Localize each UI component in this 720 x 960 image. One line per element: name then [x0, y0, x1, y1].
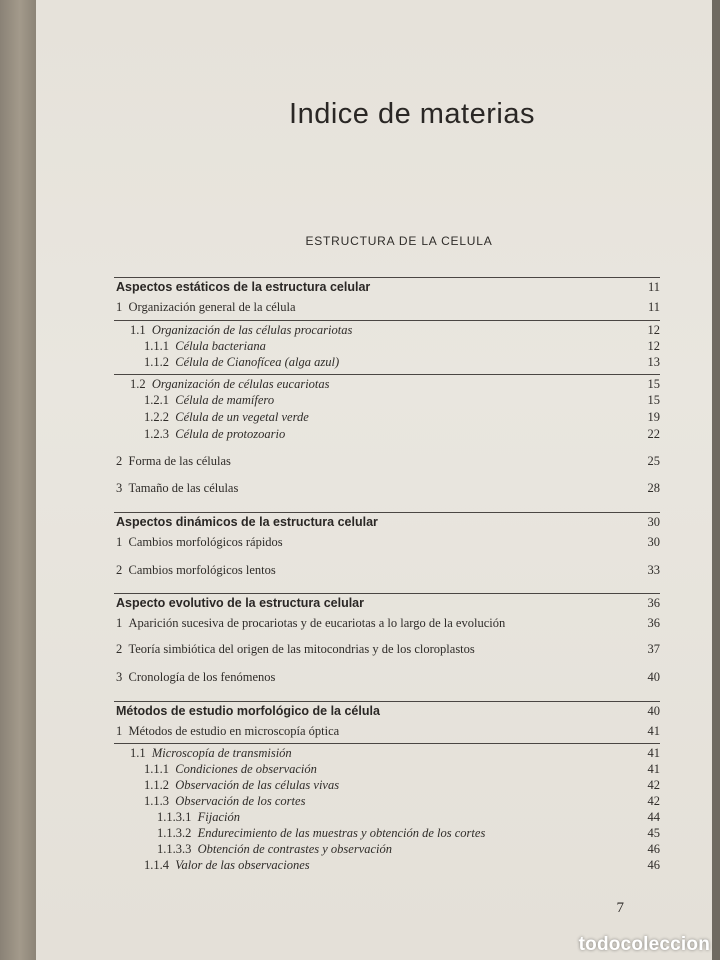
toc-entry-title: Aspectos estáticos de la estructura celular: [116, 280, 371, 294]
toc-entry-page: 41: [647, 762, 660, 776]
toc-entry: [36, 535, 712, 553]
toc-entry-number: 1.1.3.2: [157, 826, 192, 840]
toc-entry-page: 25: [647, 454, 660, 468]
toc-entry-text: [36, 616, 505, 631]
toc-entry-text: [36, 339, 266, 354]
toc-entry-number: 1.1.4: [144, 858, 169, 872]
toc-entry-title: Microscopía de transmisión: [151, 746, 292, 760]
toc-entry-title: Célula de mamífero: [175, 393, 275, 407]
toc-entry-page: 36: [647, 616, 660, 630]
toc-entry-title: Aspectos dinámicos de la estructura celular: [116, 515, 378, 529]
page-title: Indice de materias: [289, 98, 535, 130]
toc-entry-page: 42: [647, 794, 660, 808]
toc-entry-text: [36, 377, 330, 392]
watermark-text: todocoleccion: [578, 934, 710, 955]
toc-entry-title: Cronología de los fenómenos: [128, 670, 276, 684]
toc-entry: [36, 642, 712, 660]
toc-entry-text: [36, 355, 339, 370]
toc-entry-page: 44: [647, 810, 660, 824]
toc-entry-page: 30: [647, 535, 660, 549]
toc-entry-page: 41: [647, 724, 660, 738]
toc-entry-page: 22: [647, 427, 660, 441]
toc-entry: [36, 704, 712, 722]
toc-entry-page: 12: [647, 339, 660, 353]
toc-entry-title: Célula de un vegetal verde: [175, 410, 309, 424]
toc-entry-text: [36, 563, 276, 578]
toc-entry: [36, 355, 712, 373]
toc-entry-text: [36, 481, 238, 496]
toc-entry-number: 1: [116, 535, 123, 549]
toc-entry: [36, 670, 712, 688]
toc-entry-number: 1.1.2: [144, 355, 169, 369]
toc-entry-number: 1: [116, 616, 123, 630]
toc-entry-text: [36, 427, 285, 442]
toc-entry-text: [36, 454, 231, 469]
toc-entry-text: [36, 842, 392, 857]
toc-entry-page: 46: [647, 842, 660, 856]
toc-entry-title: Célula de Cianofícea (alga azul): [175, 355, 340, 369]
toc-entry-title: Endurecimiento de las muestras y obtención de los cortes: [197, 826, 486, 840]
toc-entry-page: 40: [647, 704, 660, 718]
toc-entry: [36, 393, 712, 411]
toc-rule: [114, 593, 660, 594]
toc-entry-page: 13: [647, 355, 660, 369]
toc-entry-page: 19: [647, 410, 660, 424]
toc-rule: [114, 320, 660, 321]
toc-entry-page: 11: [647, 300, 660, 314]
toc-entry: [36, 300, 712, 318]
toc-entry: [36, 454, 712, 472]
toc-entry-number: 1.1.1: [144, 339, 169, 353]
toc-entry-number: 1.1.2: [144, 778, 169, 792]
toc-entry-title: Obtención de contrastes y observación: [197, 842, 393, 856]
toc-entry: [36, 515, 712, 533]
toc-entry: [36, 427, 712, 445]
toc-entry-text: [36, 515, 378, 529]
toc-entry-number: 1.1.3.3: [157, 842, 192, 856]
toc-entry-text: [36, 810, 240, 825]
toc-entry-title: Tamaño de las células: [128, 481, 239, 495]
toc-rule: [114, 277, 660, 278]
toc-entry-title: Aspecto evolutivo de la estructura celular: [116, 596, 364, 610]
toc-entry: [36, 616, 712, 634]
toc-entry-text: [36, 858, 310, 873]
toc-entry: [36, 410, 712, 428]
toc-entry-title: Observación de los cortes: [175, 794, 306, 808]
toc-entry-text: [36, 535, 283, 550]
adjacent-page-edge: [0, 0, 36, 960]
toc-entry-number: 1.1.1: [144, 762, 169, 776]
toc-entry: [36, 724, 712, 742]
toc-entry-text: [36, 300, 296, 315]
toc-entry-text: [36, 642, 475, 657]
toc-entry-text: [36, 724, 339, 739]
book-page: [36, 0, 712, 960]
toc-entry-title: Cambios morfológicos lentos: [128, 563, 276, 577]
toc-entry-title: Forma de las células: [128, 454, 231, 468]
toc-entry-page: 37: [647, 642, 660, 656]
toc-entry-number: 1.2.1: [144, 393, 169, 407]
toc-entry-number: 3: [116, 670, 123, 684]
toc-entry-title: Organización de células eucariotas: [151, 377, 330, 391]
toc-entry-text: [36, 596, 364, 610]
toc-entry-number: 1.1.3: [144, 794, 169, 808]
toc-entry-title: Valor de las observaciones: [175, 858, 310, 872]
toc-entry-number: 2: [116, 642, 123, 656]
toc-entry-text: [36, 410, 309, 425]
toc-rule: [114, 374, 660, 375]
toc-entry-text: [36, 323, 352, 338]
toc-entry-number: 1: [116, 300, 123, 314]
toc-entry-text: [36, 762, 317, 777]
toc-entry-title: Observación de las células vivas: [175, 778, 340, 792]
toc-entry-page: 36: [647, 596, 660, 610]
toc-entry-text: [36, 393, 274, 408]
toc-entry-page: 15: [647, 377, 660, 391]
toc-entry-page: 45: [647, 826, 660, 840]
table-of-contents: [36, 0, 712, 960]
toc-entry-text: [36, 746, 292, 761]
toc-entry-page: 28: [647, 481, 660, 495]
toc-entry-page: 41: [647, 746, 660, 760]
toc-entry-number: 2: [116, 563, 123, 577]
toc-entry-text: [36, 826, 485, 841]
toc-entry-page: 11: [647, 280, 660, 294]
toc-entry-title: Métodos de estudio en microscopía óptica: [128, 724, 340, 738]
toc-entry-text: [36, 280, 370, 294]
toc-entry-number: 1.1: [130, 323, 146, 337]
part-title: ESTRUCTURA DE LA CELULA: [305, 234, 493, 248]
toc-entry-number: 2: [116, 454, 123, 468]
toc-entry-number: 1: [116, 724, 123, 738]
toc-entry-title: Organización general de la célula: [128, 300, 296, 314]
toc-rule: [114, 701, 660, 702]
toc-entry: [36, 858, 712, 876]
toc-entry: [36, 280, 712, 298]
toc-entry-title: Cambios morfológicos rápidos: [128, 535, 283, 549]
toc-entry-title: Métodos de estudio morfológico de la célula: [116, 704, 380, 718]
toc-entry-page: 12: [647, 323, 660, 337]
toc-entry-title: Célula bacteriana: [175, 339, 266, 353]
toc-entry-page: 42: [647, 778, 660, 792]
toc-entry-number: 1.1.3.1: [157, 810, 192, 824]
toc-entry: [36, 596, 712, 614]
toc-entry-number: 1.1: [130, 746, 146, 760]
toc-entry: [36, 563, 712, 581]
toc-entry: [36, 481, 712, 499]
toc-entry-text: [36, 704, 380, 718]
toc-entry-page: 40: [647, 670, 660, 684]
toc-entry-number: 1.2.3: [144, 427, 169, 441]
toc-rule: [114, 512, 660, 513]
toc-entry-number: 3: [116, 481, 123, 495]
toc-entry-text: [36, 778, 339, 793]
toc-entry-title: Condiciones de observación: [175, 762, 317, 776]
toc-entry-page: 46: [647, 858, 660, 872]
page-number: 7: [616, 900, 624, 916]
toc-entry-text: [36, 670, 275, 685]
toc-rule: [114, 743, 660, 744]
toc-entry-number: 1.2: [130, 377, 146, 391]
toc-entry-title: Célula de protozoario: [175, 427, 286, 441]
toc-entry-text: [36, 794, 305, 809]
toc-entry-title: Fijación: [197, 810, 240, 824]
toc-entry-page: 33: [647, 563, 660, 577]
toc-entry-number: 1.2.2: [144, 410, 169, 424]
toc-entry-title: Aparición sucesiva de procariotas y de eucariotas a lo largo de la evolución: [128, 616, 506, 630]
toc-entry-page: 30: [647, 515, 660, 529]
toc-entry-page: 15: [647, 393, 660, 407]
toc-entry-title: Organización de las células procariotas: [151, 323, 353, 337]
toc-entry-title: Teoría simbiótica del origen de las mitocondrias y de los cloroplastos: [128, 642, 475, 656]
